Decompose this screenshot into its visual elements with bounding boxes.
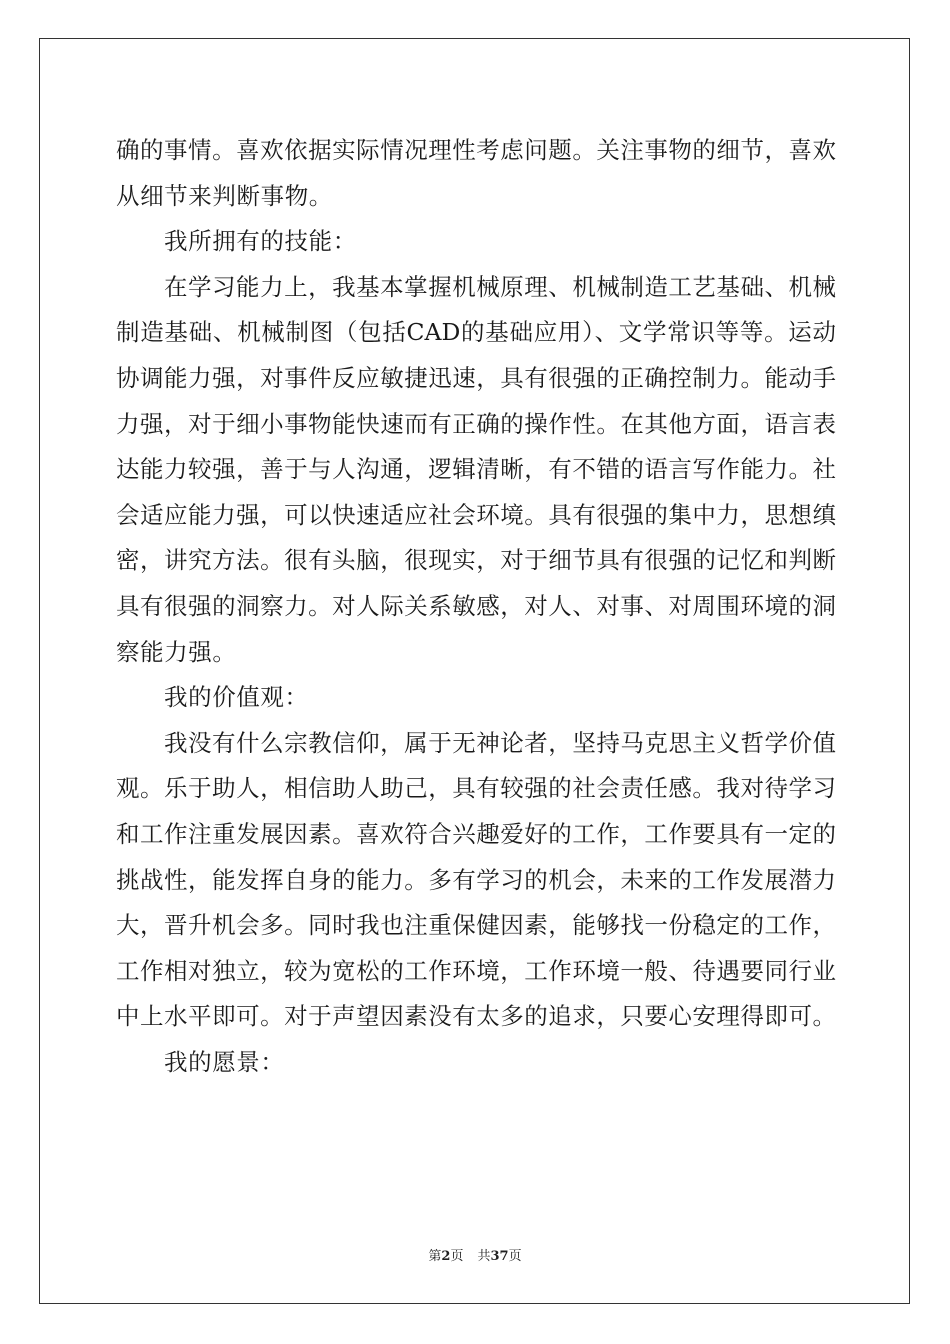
text-line: 挑战性，能发挥自身的能力。多有学习的机会，未来的工作发展潜力	[116, 865, 836, 894]
total-prefix: 共	[477, 1249, 491, 1264]
text-line: 工作相对独立，较为宽松的工作环境，工作环境一般、待遇要同行业	[116, 956, 836, 985]
text-line: 力强，对于细小事物能快速而有正确的操作性。在其他方面，语言表	[116, 409, 836, 438]
text-line: 中上水平即可。对于声望因素没有太多的追求，只要心安理得即可。	[116, 1002, 836, 1031]
text-line: 在学习能力上，我基本掌握机械原理、机械制造工艺基础、机械	[164, 272, 836, 301]
text-line: 从细节来判断事物。	[116, 181, 333, 210]
total-suffix: 页	[508, 1249, 522, 1264]
total-pages: 37	[490, 1249, 509, 1264]
text-line: 我的价值观：	[164, 683, 309, 712]
text-line: 我所拥有的技能：	[164, 227, 357, 256]
text-line: 具有很强的洞察力。对人际关系敏感，对人、对事、对周围环境的洞	[116, 591, 836, 620]
document-body	[116, 128, 836, 1085]
text-line: 协调能力强，对事件反应敏捷迅速，具有很强的正确控制力。能动手	[116, 363, 836, 392]
text-line: 和工作注重发展因素。喜欢符合兴趣爱好的工作，工作要具有一定的	[116, 819, 836, 848]
text-line: 会适应能力强，可以快速适应社会环境。具有很强的集中力，思想缜	[116, 500, 836, 529]
page-number: 2	[441, 1249, 451, 1264]
page-prefix: 第	[428, 1249, 442, 1264]
text-line: 大，晋升机会多。同时我也注重保健因素，能够找一份稳定的工作，	[116, 911, 836, 940]
text-line: 我的愿景：	[164, 1047, 285, 1076]
text-line: 密，讲究方法。很有头脑，很现实，对于细节具有很强的记忆和判断	[116, 546, 836, 575]
text-line: 察能力强。	[116, 637, 237, 666]
text-line: 观。乐于助人，相信助人助己，具有较强的社会责任感。我对待学习	[116, 774, 836, 803]
text-line: 制造基础、机械制图（包括CAD的基础应用）、文学常识等等。运动	[116, 318, 836, 347]
text-line: 确的事情。喜欢依据实际情况理性考虑问题。关注事物的细节，喜欢	[116, 136, 836, 164]
page-footer	[0, 1245, 950, 1264]
text-line: 我没有什么宗教信仰，属于无神论者，坚持马克思主义哲学价值	[164, 728, 836, 757]
page-suffix: 页	[450, 1249, 464, 1264]
text-line: 达能力较强，善于与人沟通，逻辑清晰，有不错的语言写作能力。社	[116, 455, 836, 484]
